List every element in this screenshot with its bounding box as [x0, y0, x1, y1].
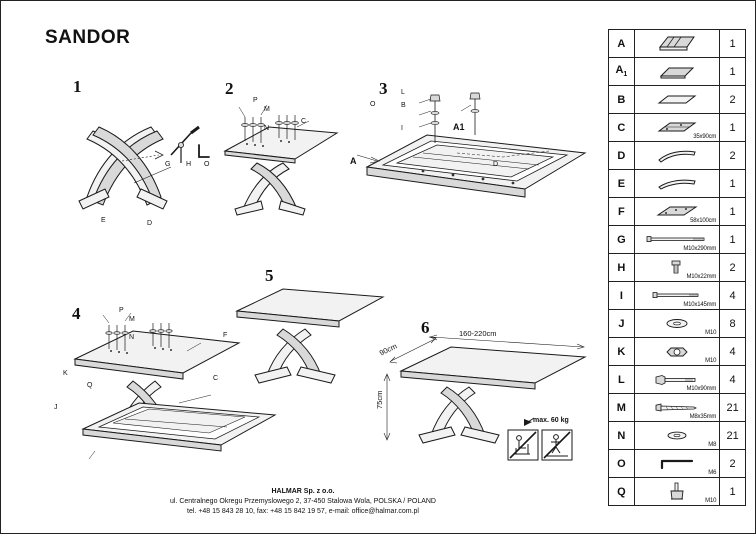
- part-qty: 2: [720, 86, 746, 114]
- table-row: [609, 282, 746, 310]
- step-number-1: 1: [73, 77, 82, 96]
- footer-company: HALMAR Sp. z o.o.: [271, 487, 335, 495]
- part-qty: 1: [720, 114, 746, 142]
- step-4-label-n: N: [129, 334, 135, 341]
- short-bolt-icon: [634, 254, 719, 282]
- part-code: D: [609, 142, 635, 170]
- part-qty: 1: [720, 170, 746, 198]
- step-3-label-i: I: [401, 125, 403, 132]
- step-1-label-h: H: [186, 161, 192, 168]
- part-dimension: M10: [705, 330, 717, 336]
- footer: [1, 487, 605, 517]
- top-panel-icon: [634, 198, 719, 226]
- washer-icon: [634, 310, 719, 338]
- table-row: [609, 198, 746, 226]
- step-1-label-o: O: [204, 161, 210, 168]
- step-3-label-o: O: [370, 101, 376, 108]
- part-code: M: [609, 394, 635, 422]
- part-qty: 4: [720, 338, 746, 366]
- step-3-label-d: D: [493, 161, 499, 168]
- part-qty: 1: [720, 30, 746, 58]
- part-code: H: [609, 254, 635, 282]
- nut-icon: [634, 338, 719, 366]
- page-title: SANDOR: [45, 27, 131, 48]
- step-4-label-q: Q: [87, 382, 93, 389]
- plate-icon: [634, 114, 719, 142]
- part-qty: 1: [720, 226, 746, 254]
- screw-icon: [634, 394, 719, 422]
- footer-contact: tel. +48 15 843 28 10, fax: +48 15 842 19 57, e-mail: office@halmar.com.pl: [187, 507, 419, 515]
- step-3-label-l: L: [401, 89, 405, 96]
- part-code: E: [609, 170, 635, 198]
- part-code: Q: [609, 478, 635, 506]
- parts-table: [608, 29, 746, 506]
- step-number-3: 3: [379, 79, 388, 98]
- step-4-label-k: K: [63, 370, 68, 377]
- step-3-label-a1: A1: [453, 122, 465, 132]
- table-row: [609, 310, 746, 338]
- table-row: [609, 450, 746, 478]
- part-dimension: M10x290mm: [683, 246, 717, 252]
- step-1-label-e: E: [101, 217, 106, 224]
- table-row: [609, 86, 746, 114]
- step-3-label-b: B: [401, 102, 406, 109]
- part-code: $A_1$: [609, 58, 635, 86]
- table-row: [609, 30, 746, 58]
- dimension-width: 160-220cm: [459, 329, 497, 338]
- rail-icon: [634, 86, 719, 114]
- part-dimension: M8: [708, 442, 717, 448]
- step-4-label-f: F: [223, 332, 228, 339]
- max-load-label: max. 60 kg: [533, 417, 569, 424]
- step-4-label-c: C: [213, 375, 219, 382]
- step-3-label-a: A: [350, 156, 357, 166]
- table-row: [609, 422, 746, 450]
- panel-top-icon: [634, 30, 719, 58]
- step-4-label-j: J: [54, 404, 58, 411]
- panel-insert-icon: [634, 58, 719, 86]
- part-qty: 2: [720, 142, 746, 170]
- step-2-label-p: P: [253, 97, 258, 104]
- part-dimension: 58x100cm: [690, 218, 717, 224]
- flat-washer-icon: [634, 422, 719, 450]
- part-dimension: M8x35mm: [689, 414, 717, 420]
- table-row: [609, 142, 746, 170]
- step-1-label-d: D: [147, 220, 153, 227]
- part-dimension: M6: [708, 470, 717, 476]
- part-code: N: [609, 422, 635, 450]
- part-qty: 2: [720, 254, 746, 282]
- footer-address: ul. Centralnego Okregu Przemyslowego 2, 37-450 Stalowa Wola, POLSKA / POLAND: [169, 497, 436, 505]
- allen-key-icon: [634, 450, 719, 478]
- table-row: [609, 254, 746, 282]
- table-row: [609, 478, 746, 506]
- long-bolt-icon: [634, 226, 719, 254]
- part-code: A: [609, 30, 635, 58]
- step-number-5: 5: [265, 266, 274, 285]
- warning-icons: [506, 416, 602, 464]
- part-qty: 21: [720, 422, 746, 450]
- table-row: [609, 170, 746, 198]
- part-qty: 4: [720, 366, 746, 394]
- table-row: [609, 366, 746, 394]
- leg-foot-icon: [634, 170, 719, 198]
- table-row: [609, 114, 746, 142]
- step-4-label-m: M: [129, 316, 135, 323]
- table-row: [609, 394, 746, 422]
- hex-bolt-icon: [634, 366, 719, 394]
- part-dimension: M10: [705, 358, 717, 364]
- part-code: C: [609, 114, 635, 142]
- part-code: K: [609, 338, 635, 366]
- step-1-label-g: G: [165, 161, 171, 168]
- part-qty: 21: [720, 394, 746, 422]
- glide-icon: [634, 478, 719, 506]
- step-2-diagram: [209, 97, 359, 217]
- part-qty: 1: [720, 478, 746, 506]
- part-qty: 4: [720, 282, 746, 310]
- step-5-diagram: [231, 283, 391, 393]
- step-number-4: 4: [72, 304, 81, 323]
- part-code: B: [609, 86, 635, 114]
- dimension-depth: 90cm: [377, 341, 399, 358]
- step-2-label-n: N: [264, 125, 270, 132]
- part-code: F: [609, 198, 635, 226]
- part-qty: 1: [720, 58, 746, 86]
- part-dimension: M10: [705, 498, 717, 504]
- part-qty: 8: [720, 310, 746, 338]
- leg-cross-icon: [634, 142, 719, 170]
- part-code: J: [609, 310, 635, 338]
- table-row: [609, 226, 746, 254]
- table-row: [609, 58, 746, 86]
- step-3-diagram: [353, 91, 593, 231]
- part-code: L: [609, 366, 635, 394]
- part-dimension: M10x22mm: [686, 274, 717, 280]
- part-dimension: 35x90cm: [693, 134, 717, 140]
- part-code: I: [609, 282, 635, 310]
- step-4-label-p: P: [119, 307, 124, 314]
- part-qty: 2: [720, 450, 746, 478]
- step-number-6: 6: [421, 318, 430, 337]
- step-2-label-m: M: [264, 106, 270, 113]
- medium-bolt-icon: [634, 282, 719, 310]
- part-dimension: M10x145mm: [683, 302, 717, 308]
- step-1-diagram: [59, 93, 219, 228]
- table-row: [609, 338, 746, 366]
- part-code: G: [609, 226, 635, 254]
- dimension-height: 75cm: [375, 390, 384, 409]
- part-code: O: [609, 450, 635, 478]
- step-number-2: 2: [225, 79, 234, 98]
- part-dimension: M10x90mm: [686, 386, 717, 392]
- part-qty: 1: [720, 198, 746, 226]
- step-2-label-c: C: [301, 118, 307, 125]
